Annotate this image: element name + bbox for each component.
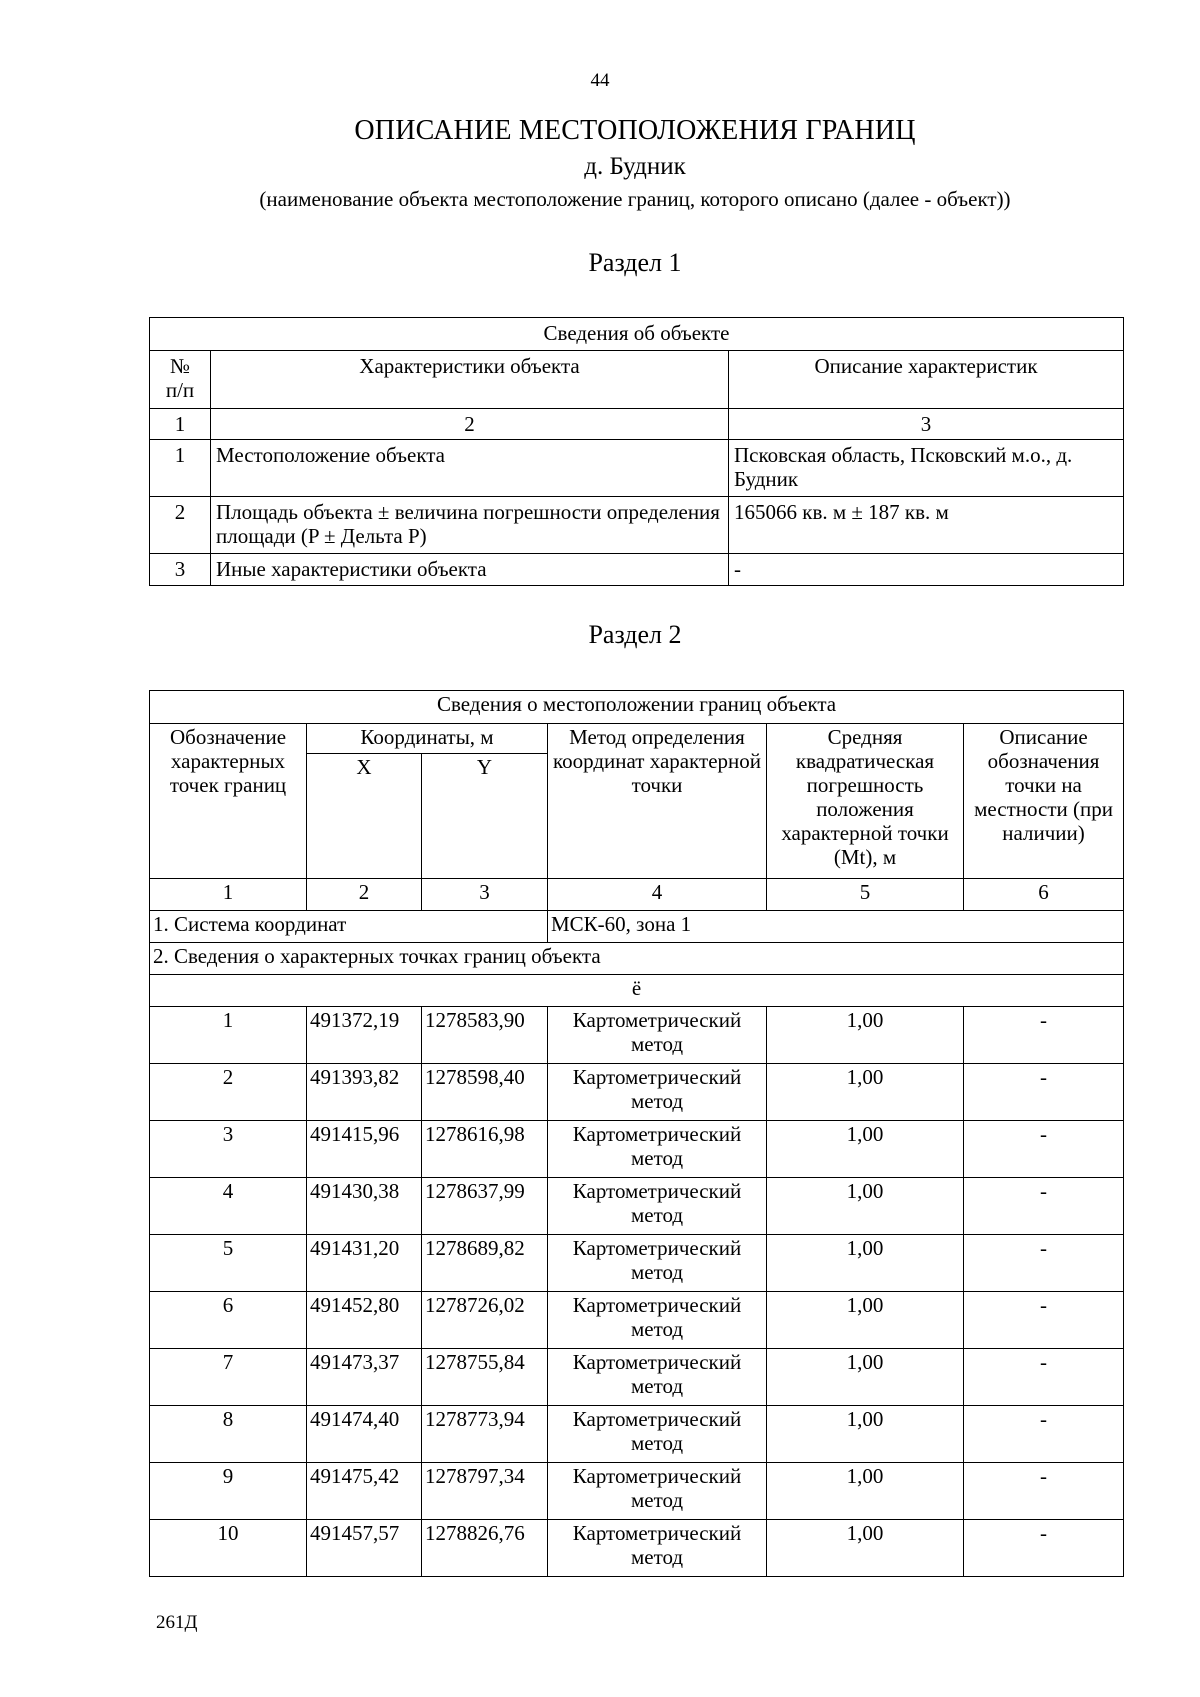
point-header: Обозначение характерных точек границ xyxy=(150,724,307,879)
error-cell: 1,00 xyxy=(767,1007,964,1064)
y-coordinate-cell: 1278826,76 xyxy=(422,1520,548,1577)
point-description-cell: - xyxy=(964,1406,1124,1463)
document-subtitle: д. Будник xyxy=(584,153,686,180)
page-number: 44 xyxy=(590,70,610,91)
column-number: 4 xyxy=(548,879,767,911)
method-cell: Картометрический метод xyxy=(548,1064,767,1121)
table-row xyxy=(150,1349,1124,1406)
error-cell: 1,00 xyxy=(767,1349,964,1406)
table-row xyxy=(150,1406,1124,1463)
y-coordinate-cell: 1278726,02 xyxy=(422,1292,548,1349)
y-coordinate-cell: 1278797,34 xyxy=(422,1463,548,1520)
column-number: 3 xyxy=(729,409,1124,440)
table-row xyxy=(150,1007,1124,1064)
method-cell: Картометрический метод xyxy=(548,1520,767,1577)
y-header: Y xyxy=(422,754,548,879)
x-coordinate-cell: 491452,80 xyxy=(307,1292,422,1349)
coord-system-label: 1. Система координат xyxy=(150,911,548,943)
x-coordinate-cell: 491457,57 xyxy=(307,1520,422,1577)
object-info-table xyxy=(149,317,1124,586)
table-row xyxy=(150,497,1124,554)
coord-system-value: МСК-60, зона 1 xyxy=(548,911,1124,943)
point-number-cell: 4 xyxy=(150,1178,307,1235)
error-cell: 1,00 xyxy=(767,1463,964,1520)
y-coordinate-cell: 1278755,84 xyxy=(422,1349,548,1406)
y-coordinate-cell: 1278773,94 xyxy=(422,1406,548,1463)
column-number: 1 xyxy=(150,409,211,440)
column-number: 2 xyxy=(307,879,422,911)
error-cell: 1,00 xyxy=(767,1520,964,1577)
point-number-cell: 10 xyxy=(150,1520,307,1577)
point-description-cell: - xyxy=(964,1520,1124,1577)
error-cell: 1,00 xyxy=(767,1121,964,1178)
row-number: 1 xyxy=(150,440,211,497)
characteristic-cell: Площадь объекта ± величина погрешности определения площади (P ± Дельта P) xyxy=(211,497,729,554)
point-number-cell: 9 xyxy=(150,1463,307,1520)
x-coordinate-cell: 491473,37 xyxy=(307,1349,422,1406)
contour-label: ё xyxy=(150,975,1124,1007)
row-number: 2 xyxy=(150,497,211,554)
table-row xyxy=(150,1178,1124,1235)
error-cell: 1,00 xyxy=(767,1235,964,1292)
y-coordinate-cell: 1278616,98 xyxy=(422,1121,548,1178)
point-description-cell: - xyxy=(964,1463,1124,1520)
description-cell: Псковская область, Псковский м.о., д. Будник xyxy=(729,440,1124,497)
method-cell: Картометрический метод xyxy=(548,1007,767,1064)
section1-heading: Раздел 1 xyxy=(588,248,682,277)
method-cell: Картометрический метод xyxy=(548,1349,767,1406)
point-number-cell: 1 xyxy=(150,1007,307,1064)
table-row xyxy=(150,1121,1124,1178)
boundary-points-table xyxy=(149,690,1124,1577)
table-row xyxy=(150,1520,1124,1577)
document-caption: (наименование объекта местоположение границ, которого описано (далее - объект)) xyxy=(259,187,1011,211)
method-cell: Картометрический метод xyxy=(548,1178,767,1235)
error-cell: 1,00 xyxy=(767,1406,964,1463)
column-number: 2 xyxy=(211,409,729,440)
description-cell: - xyxy=(729,554,1124,586)
point-number-cell: 3 xyxy=(150,1121,307,1178)
point-description-cell: - xyxy=(964,1292,1124,1349)
section2-heading: Раздел 2 xyxy=(588,620,682,649)
x-coordinate-cell: 491372,19 xyxy=(307,1007,422,1064)
method-cell: Картометрический метод xyxy=(548,1406,767,1463)
column-number: 5 xyxy=(767,879,964,911)
method-cell: Картометрический метод xyxy=(548,1292,767,1349)
characteristic-cell: Иные характеристики объекта xyxy=(211,554,729,586)
error-cell: 1,00 xyxy=(767,1292,964,1349)
x-coordinate-cell: 491415,96 xyxy=(307,1121,422,1178)
row-number: 3 xyxy=(150,554,211,586)
method-header: Метод определения координат характерной точки xyxy=(548,724,767,879)
characteristic-cell: Местоположение объекта xyxy=(211,440,729,497)
method-cell: Картометрический метод xyxy=(548,1121,767,1178)
x-coordinate-cell: 491475,42 xyxy=(307,1463,422,1520)
point-description-cell: - xyxy=(964,1235,1124,1292)
table-row xyxy=(150,1235,1124,1292)
point-number-cell: 5 xyxy=(150,1235,307,1292)
point-description-cell: - xyxy=(964,1064,1124,1121)
column-number: 3 xyxy=(422,879,548,911)
table-row xyxy=(150,440,1124,497)
table-row xyxy=(150,554,1124,586)
error-cell: 1,00 xyxy=(767,1178,964,1235)
table-row xyxy=(150,1463,1124,1520)
column-number: 1 xyxy=(150,879,307,911)
column-number: 6 xyxy=(964,879,1124,911)
point-description-cell: - xyxy=(964,1178,1124,1235)
x-coordinate-cell: 491474,40 xyxy=(307,1406,422,1463)
point-number-cell: 6 xyxy=(150,1292,307,1349)
error-cell: 1,00 xyxy=(767,1064,964,1121)
column-header: Описание характеристик xyxy=(729,351,1124,409)
point-number-cell: 8 xyxy=(150,1406,307,1463)
column-header: № п/п xyxy=(150,351,211,409)
method-cell: Картометрический метод xyxy=(548,1235,767,1292)
table-title: Сведения о местоположении границ объекта xyxy=(150,691,1124,724)
method-cell: Картометрический метод xyxy=(548,1463,767,1520)
x-coordinate-cell: 491393,82 xyxy=(307,1064,422,1121)
y-coordinate-cell: 1278637,99 xyxy=(422,1178,548,1235)
point-number-cell: 7 xyxy=(150,1349,307,1406)
table-row xyxy=(150,1064,1124,1121)
table-row xyxy=(150,1292,1124,1349)
x-header: X xyxy=(307,754,422,879)
y-coordinate-cell: 1278689,82 xyxy=(422,1235,548,1292)
document-title: ОПИСАНИЕ МЕСТОПОЛОЖЕНИЯ ГРАНИЦ xyxy=(354,115,916,146)
x-coordinate-cell: 491431,20 xyxy=(307,1235,422,1292)
footer-code: 261Д xyxy=(156,1612,198,1633)
x-coordinate-cell: 491430,38 xyxy=(307,1178,422,1235)
description-header: Описание обозначения точки на местности (при наличии) xyxy=(964,724,1124,879)
y-coordinate-cell: 1278583,90 xyxy=(422,1007,548,1064)
point-description-cell: - xyxy=(964,1349,1124,1406)
point-number-cell: 2 xyxy=(150,1064,307,1121)
column-header: Характеристики объекта xyxy=(211,351,729,409)
table-title: Сведения об объекте xyxy=(150,318,1124,351)
point-description-cell: - xyxy=(964,1121,1124,1178)
error-header: Средняя квадратическая погрешность положения характерной точки (Mt), м xyxy=(767,724,964,879)
point-description-cell: - xyxy=(964,1007,1124,1064)
coords-header: Координаты, м xyxy=(307,724,548,754)
y-coordinate-cell: 1278598,40 xyxy=(422,1064,548,1121)
description-cell: 165066 кв. м ± 187 кв. м xyxy=(729,497,1124,554)
points-label: 2. Сведения о характерных точках границ объекта xyxy=(150,943,1124,975)
